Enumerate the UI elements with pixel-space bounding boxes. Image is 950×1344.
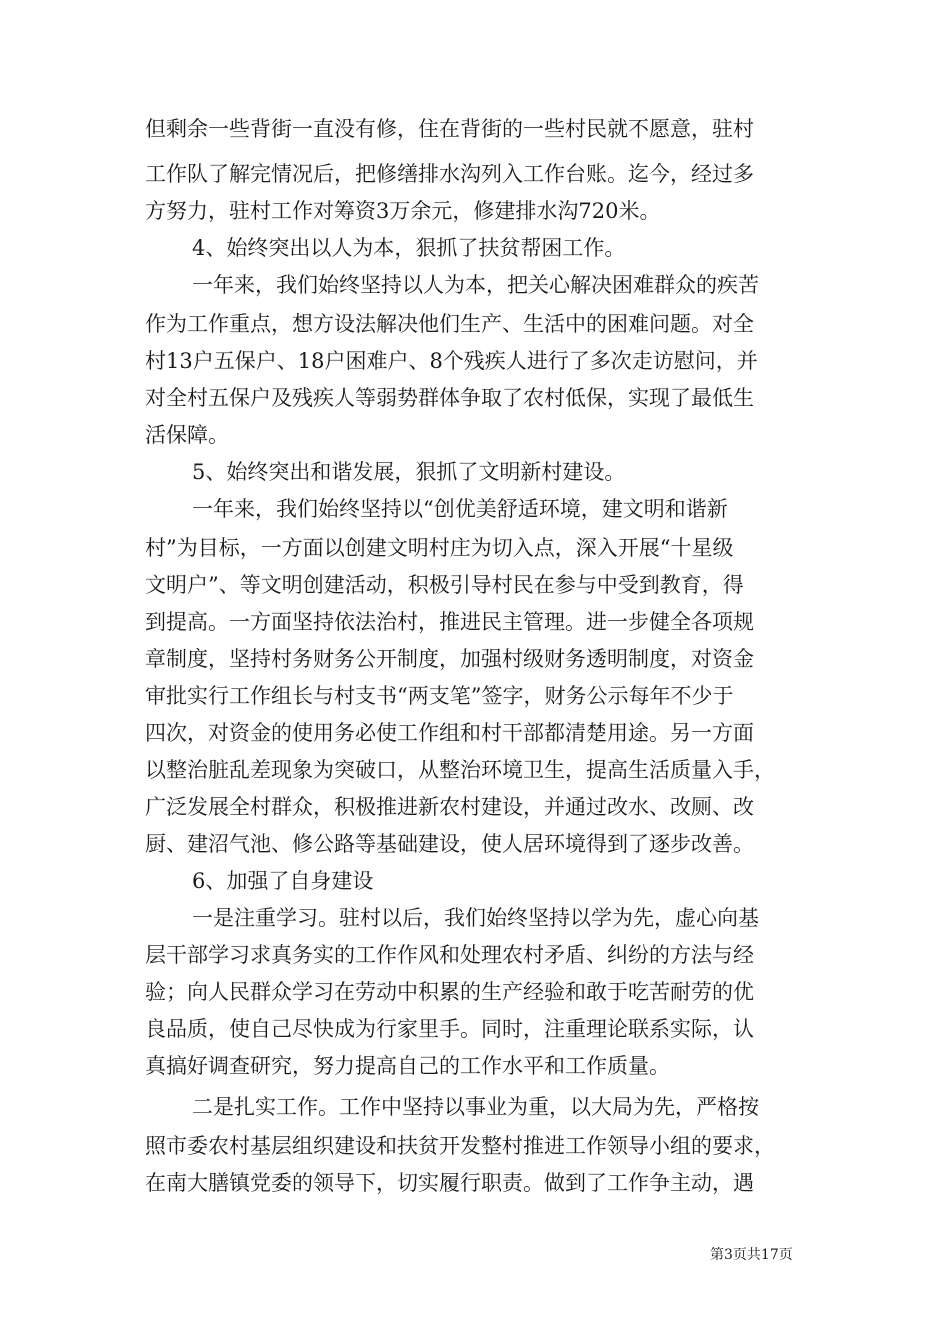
text-line: 厨、建沼气池、修公路等基础建设，使人居环境得到了逐步改善。 (145, 832, 754, 856)
text-line: 村”为目标，一方面以创建文明村庄为切入点，深入开展“十星级 (145, 536, 734, 560)
text-line: 文明户”、等文明创建活动，积极引导村民在参与中受到教育，得 (145, 573, 744, 597)
section-heading: 6、加强了自身建设 (192, 869, 374, 893)
text-line: 一是注重学习。驻村以后，我们始终坚持以学为先，虚心向基 (192, 906, 759, 930)
section-heading: 5、始终突出和谐发展，狠抓了文明新村建设。 (192, 460, 626, 484)
text-line: 章制度，坚持村务财务公开制度，加强村级财务透明制度，对资金 (145, 647, 754, 671)
text-line: 到提高。一方面坚持依法治村，推进民主管理。进一步健全各项规 (145, 610, 754, 634)
text-line: 但剩余一些背街一直没有修，住在背街的一些村民就不愿意，驻村 (145, 117, 754, 141)
section-heading: 4、始终突出以人为本，狠抓了扶贫帮困工作。 (192, 236, 626, 260)
text-line: 一年来，我们始终坚持以“创优美舒适环境，建文明和谐新 (192, 497, 728, 521)
text-line: 二是扎实工作。工作中坚持以事业为重，以大局为先，严格按 (192, 1095, 759, 1119)
text-line: 活保障。 (145, 423, 229, 447)
text-line: 广泛发展全村群众，积极推进新农村建设，并通过改水、改厕、改 (145, 795, 754, 819)
text-line: 作为工作重点，想方设法解决他们生产、生活中的困难问题。对全 (145, 312, 754, 336)
text-line: 验；向人民群众学习在劳动中积累的生产经验和敢于吃苦耐劳的优 (145, 980, 754, 1004)
text-line: 审批实行工作组长与村支书“两支笔”签字，财务公示每年不少于 (145, 684, 734, 708)
text-line: 村13户五保户、18户困难户、8个残疾人进行了多次走访慰问，并 (145, 349, 758, 373)
text-line: 照市委农村基层组织建设和扶贫开发整村推进工作领导小组的要求， (145, 1134, 775, 1158)
text-line: 在南大膳镇党委的领导下，切实履行职责。做到了工作争主动，遇 (145, 1171, 754, 1195)
page-number: 第3页共17页 (710, 1247, 793, 1263)
text-line: 一年来，我们始终坚持以人为本，把关心解决困难群众的疾苦 (192, 273, 759, 297)
text-line: 四次，对资金的使用务必使工作组和村干部都清楚用途。另一方面 (145, 721, 754, 745)
text-line: 良品质，使自己尽快成为行家里手。同时，注重理论联系实际，认 (145, 1017, 754, 1041)
text-line: 层干部学习求真务实的工作作风和处理农村矛盾、纠纷的方法与经 (145, 943, 754, 967)
text-line: 工作队了解完情况后，把修缮排水沟列入工作台账。迄今，经过多 (145, 162, 754, 186)
text-line: 真搞好调查研究，努力提高自己的工作水平和工作质量。 (145, 1054, 670, 1078)
text-line: 对全村五保户及残疾人等弱势群体争取了农村低保，实现了最低生 (145, 386, 754, 410)
text-line: 以整治脏乱差现象为突破口，从整治环境卫生，提高生活质量入手， (145, 758, 775, 782)
text-line: 方努力，驻村工作对筹资3万余元，修建排水沟720米。 (145, 199, 661, 223)
